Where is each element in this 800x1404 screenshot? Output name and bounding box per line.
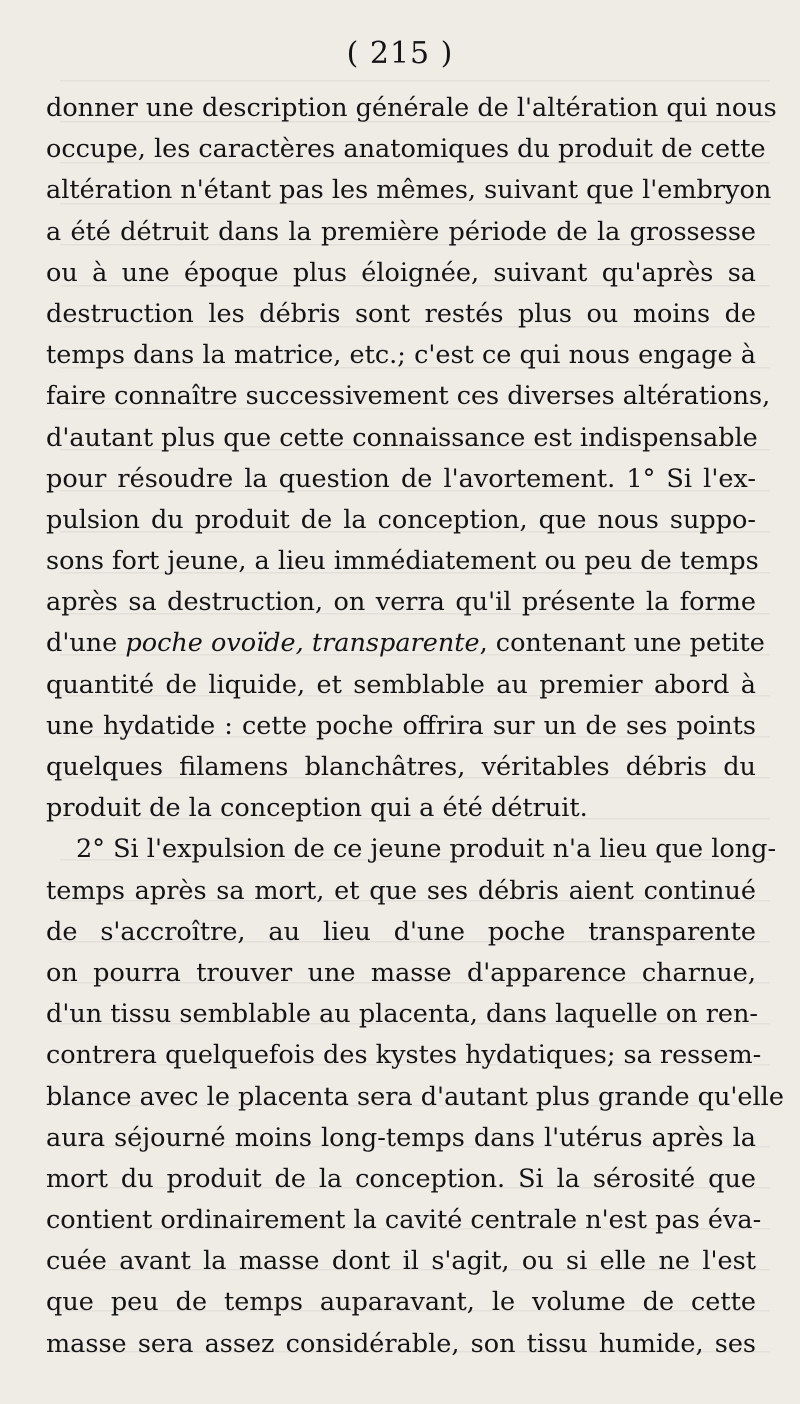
text-line xyxy=(46,500,756,541)
text-line xyxy=(46,541,759,582)
text-line xyxy=(46,582,756,623)
text-segment: que peu de temps auparavant, le volume de cette xyxy=(46,1287,756,1318)
text-segment: faire connaître successivement ces diverses altérations, xyxy=(46,381,771,412)
italic-segment: poche ovoïde, transparente xyxy=(125,628,480,659)
text-segment: quelques filamens blanchâtres, véritables débris du xyxy=(46,752,756,782)
text-segment: contient ordinairement la cavité centrale n'est pas éva- xyxy=(46,1205,762,1236)
text-segment: de s'accroître, au lieu d'une poche transparente xyxy=(46,916,756,947)
text-line xyxy=(46,623,765,664)
text-segment: contrera quelquefois des kystes hydatiques; sa ressem- xyxy=(46,1040,762,1071)
text-segment: masse sera assez considérable, son tissu humide, ses xyxy=(46,1328,756,1359)
text-line xyxy=(46,953,756,994)
text-line xyxy=(46,1035,762,1076)
text-segment: cuée avant la masse dont il s'agit, ou si elle ne l'est xyxy=(46,1246,756,1277)
text-segment: produit de la conception qui a été détruit. xyxy=(46,793,588,824)
text-line xyxy=(46,829,777,870)
text-line xyxy=(46,459,756,500)
text-segment: temps après sa mort, et que ses débris aient continué xyxy=(46,875,756,906)
text-segment: on pourra trouver une masse d'apparence charnue, xyxy=(46,957,756,988)
text-line xyxy=(46,1077,784,1118)
text-line xyxy=(46,1159,756,1200)
text-segment: quantité de liquide, et semblable au premier abord à xyxy=(46,669,756,700)
text-line xyxy=(46,376,771,417)
text-segment: temps dans la matrice, etc.; c'est ce qui nous engage à xyxy=(46,340,756,371)
text-line xyxy=(46,747,756,788)
text-line xyxy=(46,1118,756,1159)
text-segment: après sa destruction, on verra qu'il présente la forme xyxy=(46,587,756,618)
text-segment: occupe, les caractères anatomiques du produit de cette xyxy=(46,134,766,165)
text-line xyxy=(46,294,756,335)
body-text xyxy=(46,88,784,1365)
text-segment: altération n'étant pas les mêmes, suivant que l'embryon xyxy=(46,175,772,206)
text-line xyxy=(46,335,756,376)
text-line xyxy=(46,129,766,170)
text-segment: d'un tissu semblable au placenta, dans laquelle on ren- xyxy=(46,999,759,1030)
text-segment: une hydatide : cette poche offrira sur un de ses points xyxy=(46,710,756,741)
page-number: ( 215 ) xyxy=(346,36,454,71)
text-line xyxy=(46,994,759,1035)
text-line xyxy=(46,706,756,747)
text-line xyxy=(46,1200,762,1241)
text-segment: donner une description générale de l'altération qui nous xyxy=(46,93,777,123)
text-segment: 2° Si l'expulsion de ce jeune produit n'a lieu que long- xyxy=(76,834,777,865)
text-segment: a été détruit dans la première période de la grossesse xyxy=(46,216,756,247)
text-segment: d'une xyxy=(46,628,126,659)
text-segment: pour résoudre la question de l'avortement. 1° Si l'ex- xyxy=(46,463,756,494)
text-segment: , contenant une petite xyxy=(479,628,765,659)
text-segment: ou à une époque plus éloignée, suivant qu'après sa xyxy=(46,257,756,288)
text-line xyxy=(46,212,756,253)
text-segment: aura séjourné moins long-temps dans l'utérus après la xyxy=(46,1122,756,1153)
text-line xyxy=(46,871,756,912)
text-line xyxy=(46,912,756,953)
text-segment: pulsion du produit de la conception, que nous suppo- xyxy=(46,504,756,535)
text-line xyxy=(46,253,756,294)
text-line xyxy=(46,665,756,706)
text-line xyxy=(46,788,756,829)
text-line xyxy=(46,1282,756,1323)
text-segment: blance avec le placenta sera d'autant plus grande qu'elle xyxy=(46,1081,784,1112)
text-segment: d'autant plus que cette connaissance est indispensable xyxy=(46,422,758,453)
text-line xyxy=(46,170,772,211)
text-segment: mort du produit de la conception. Si la sérosité que xyxy=(46,1163,756,1194)
text-line xyxy=(46,1241,756,1282)
text-line xyxy=(46,1324,756,1365)
text-segment: sons fort jeune, a lieu immédiatement ou peu de temps xyxy=(46,546,759,577)
text-segment: destruction les débris sont restés plus ou moins de xyxy=(46,298,756,329)
text-line xyxy=(46,88,777,129)
text-line xyxy=(46,418,756,459)
